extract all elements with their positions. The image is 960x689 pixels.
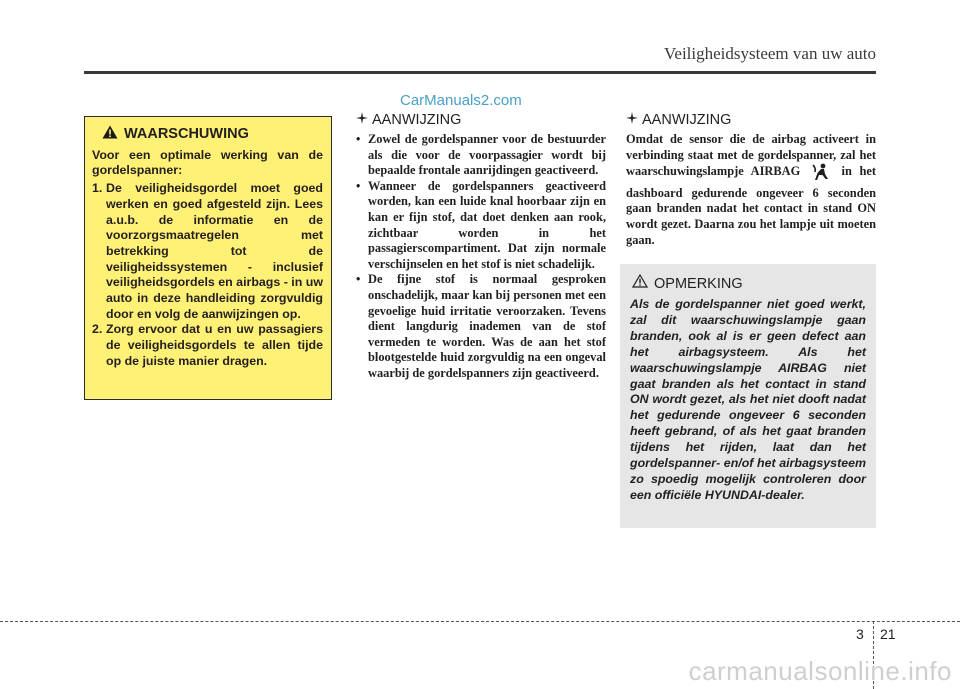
chapter-number: 3 bbox=[856, 626, 864, 642]
note-item-text: De fijne stof is normaal gesproken onschadelijk, maar kan bij personen met een gevoelige huid irritatie veroorzaken. Tevens dient langdurig inademen van de stof vermeden te worden. Was de aan het stof blootgestelde huid zorgvuldig na een ongeval waarbij de gordelspanners zijn geactiveerd. bbox=[368, 272, 606, 380]
note-header bbox=[626, 112, 876, 128]
bullet: • bbox=[356, 178, 361, 193]
footer-rule bbox=[0, 621, 960, 622]
warning-triangle-icon bbox=[102, 125, 118, 144]
warning-item-number: 2. bbox=[92, 322, 103, 337]
warning-header bbox=[102, 125, 323, 144]
warning-item-text: Zorg ervoor dat u en uw passagiers de veiligheidsgordels te allen tijde op de juiste manier dragen. bbox=[106, 322, 323, 368]
bullet: • bbox=[356, 132, 361, 146]
remark-title: OPMERKING bbox=[654, 275, 743, 292]
warning-item bbox=[92, 322, 323, 369]
remark-text: Als de gordelspanner niet goed werkt, zal dit waarschuwingslampje gaan branden, ook al is er geen defect aan het airbagsysteem. Als het waarschuwingslampje AIRBAG niet gaat branden als het contact in stand ON wordt gezet, als het niet dooft nadat het gedurende ongeveer 6 seconden heeft gebrand, of als het gaat branden tijdens het rijden, laat dan het gordelspanner- en/of het airbagsysteem zo spoedig mogelijk controleren door een officiële HYUNDAI-dealer. bbox=[630, 297, 866, 502]
note-title: AANWIJZING bbox=[642, 112, 732, 128]
header-rule bbox=[84, 71, 876, 74]
page-number: 21 bbox=[880, 626, 896, 642]
note-section-2 bbox=[626, 112, 876, 248]
warning-title: WAARSCHUWING bbox=[124, 125, 249, 142]
bullet: • bbox=[356, 272, 361, 287]
remark-header bbox=[632, 274, 866, 293]
watermark-bottom: carmanualsonline.info bbox=[688, 656, 952, 686]
warning-intro: Voor een optimale werking van de gordelspanner: bbox=[92, 147, 323, 178]
star-icon bbox=[356, 112, 368, 128]
warning-item-text: De veiligheidsgordel moet goed werken en goed afgesteld zijn. Lees a.u.b. de informatie en de voorzorgsmaatregelen met betrekking tot de veiligheidssystemen - inclusief veiligheidsgordels en airbags - in uw auto in deze handleiding zorgvuldig door en volg de aanwijzingen op. bbox=[106, 181, 323, 321]
note-header bbox=[356, 112, 606, 128]
note-item-text: Zowel de gordelspanner voor de bestuurder als die voor de voorpassagier wordt bij bepaalde frontale aanrijdingen geactiveerd. bbox=[368, 132, 606, 178]
warning-item bbox=[92, 181, 323, 322]
note-item bbox=[356, 132, 606, 179]
remark-box bbox=[620, 264, 876, 528]
note-text-before-icon: Omdat de sensor die de airbag activeert in verbinding staat met de gordelspanner, zal het waarschuwingslampje AIRBAG bbox=[626, 132, 876, 179]
star-icon bbox=[626, 112, 638, 128]
note-list bbox=[356, 132, 606, 382]
note-section-1 bbox=[356, 112, 606, 382]
note-item bbox=[356, 179, 606, 273]
note-item bbox=[356, 272, 606, 381]
note-text-after-icon: in het dashboard gedurende ongeveer 6 seconden gaan branden nadat het contact in stand ON wordt gezet. Daarna zou het lampje uit moeten gaan. bbox=[626, 164, 876, 247]
note-item-text: Wanneer de gordelspanners geactiveerd worden, kan een luide knal hoorbaar zijn en kan er fijn stof, dat doet denken aan rook, zichtbaar worden in het passagierscompartiment. Dat zijn normale verschijnselen en het stof is niet schadelijk. bbox=[368, 178, 606, 271]
note-title: AANWIJZING bbox=[372, 112, 462, 128]
caution-triangle-icon bbox=[632, 274, 648, 293]
watermark-top: CarManuals2.com bbox=[400, 92, 522, 109]
note-paragraph bbox=[626, 132, 876, 248]
page-header-title: Veiligheidsysteem van uw auto bbox=[664, 44, 876, 63]
warning-item-number: 1. bbox=[92, 181, 103, 196]
airbag-warning-icon bbox=[812, 163, 830, 186]
warning-box bbox=[84, 116, 332, 400]
warning-list bbox=[92, 181, 323, 369]
